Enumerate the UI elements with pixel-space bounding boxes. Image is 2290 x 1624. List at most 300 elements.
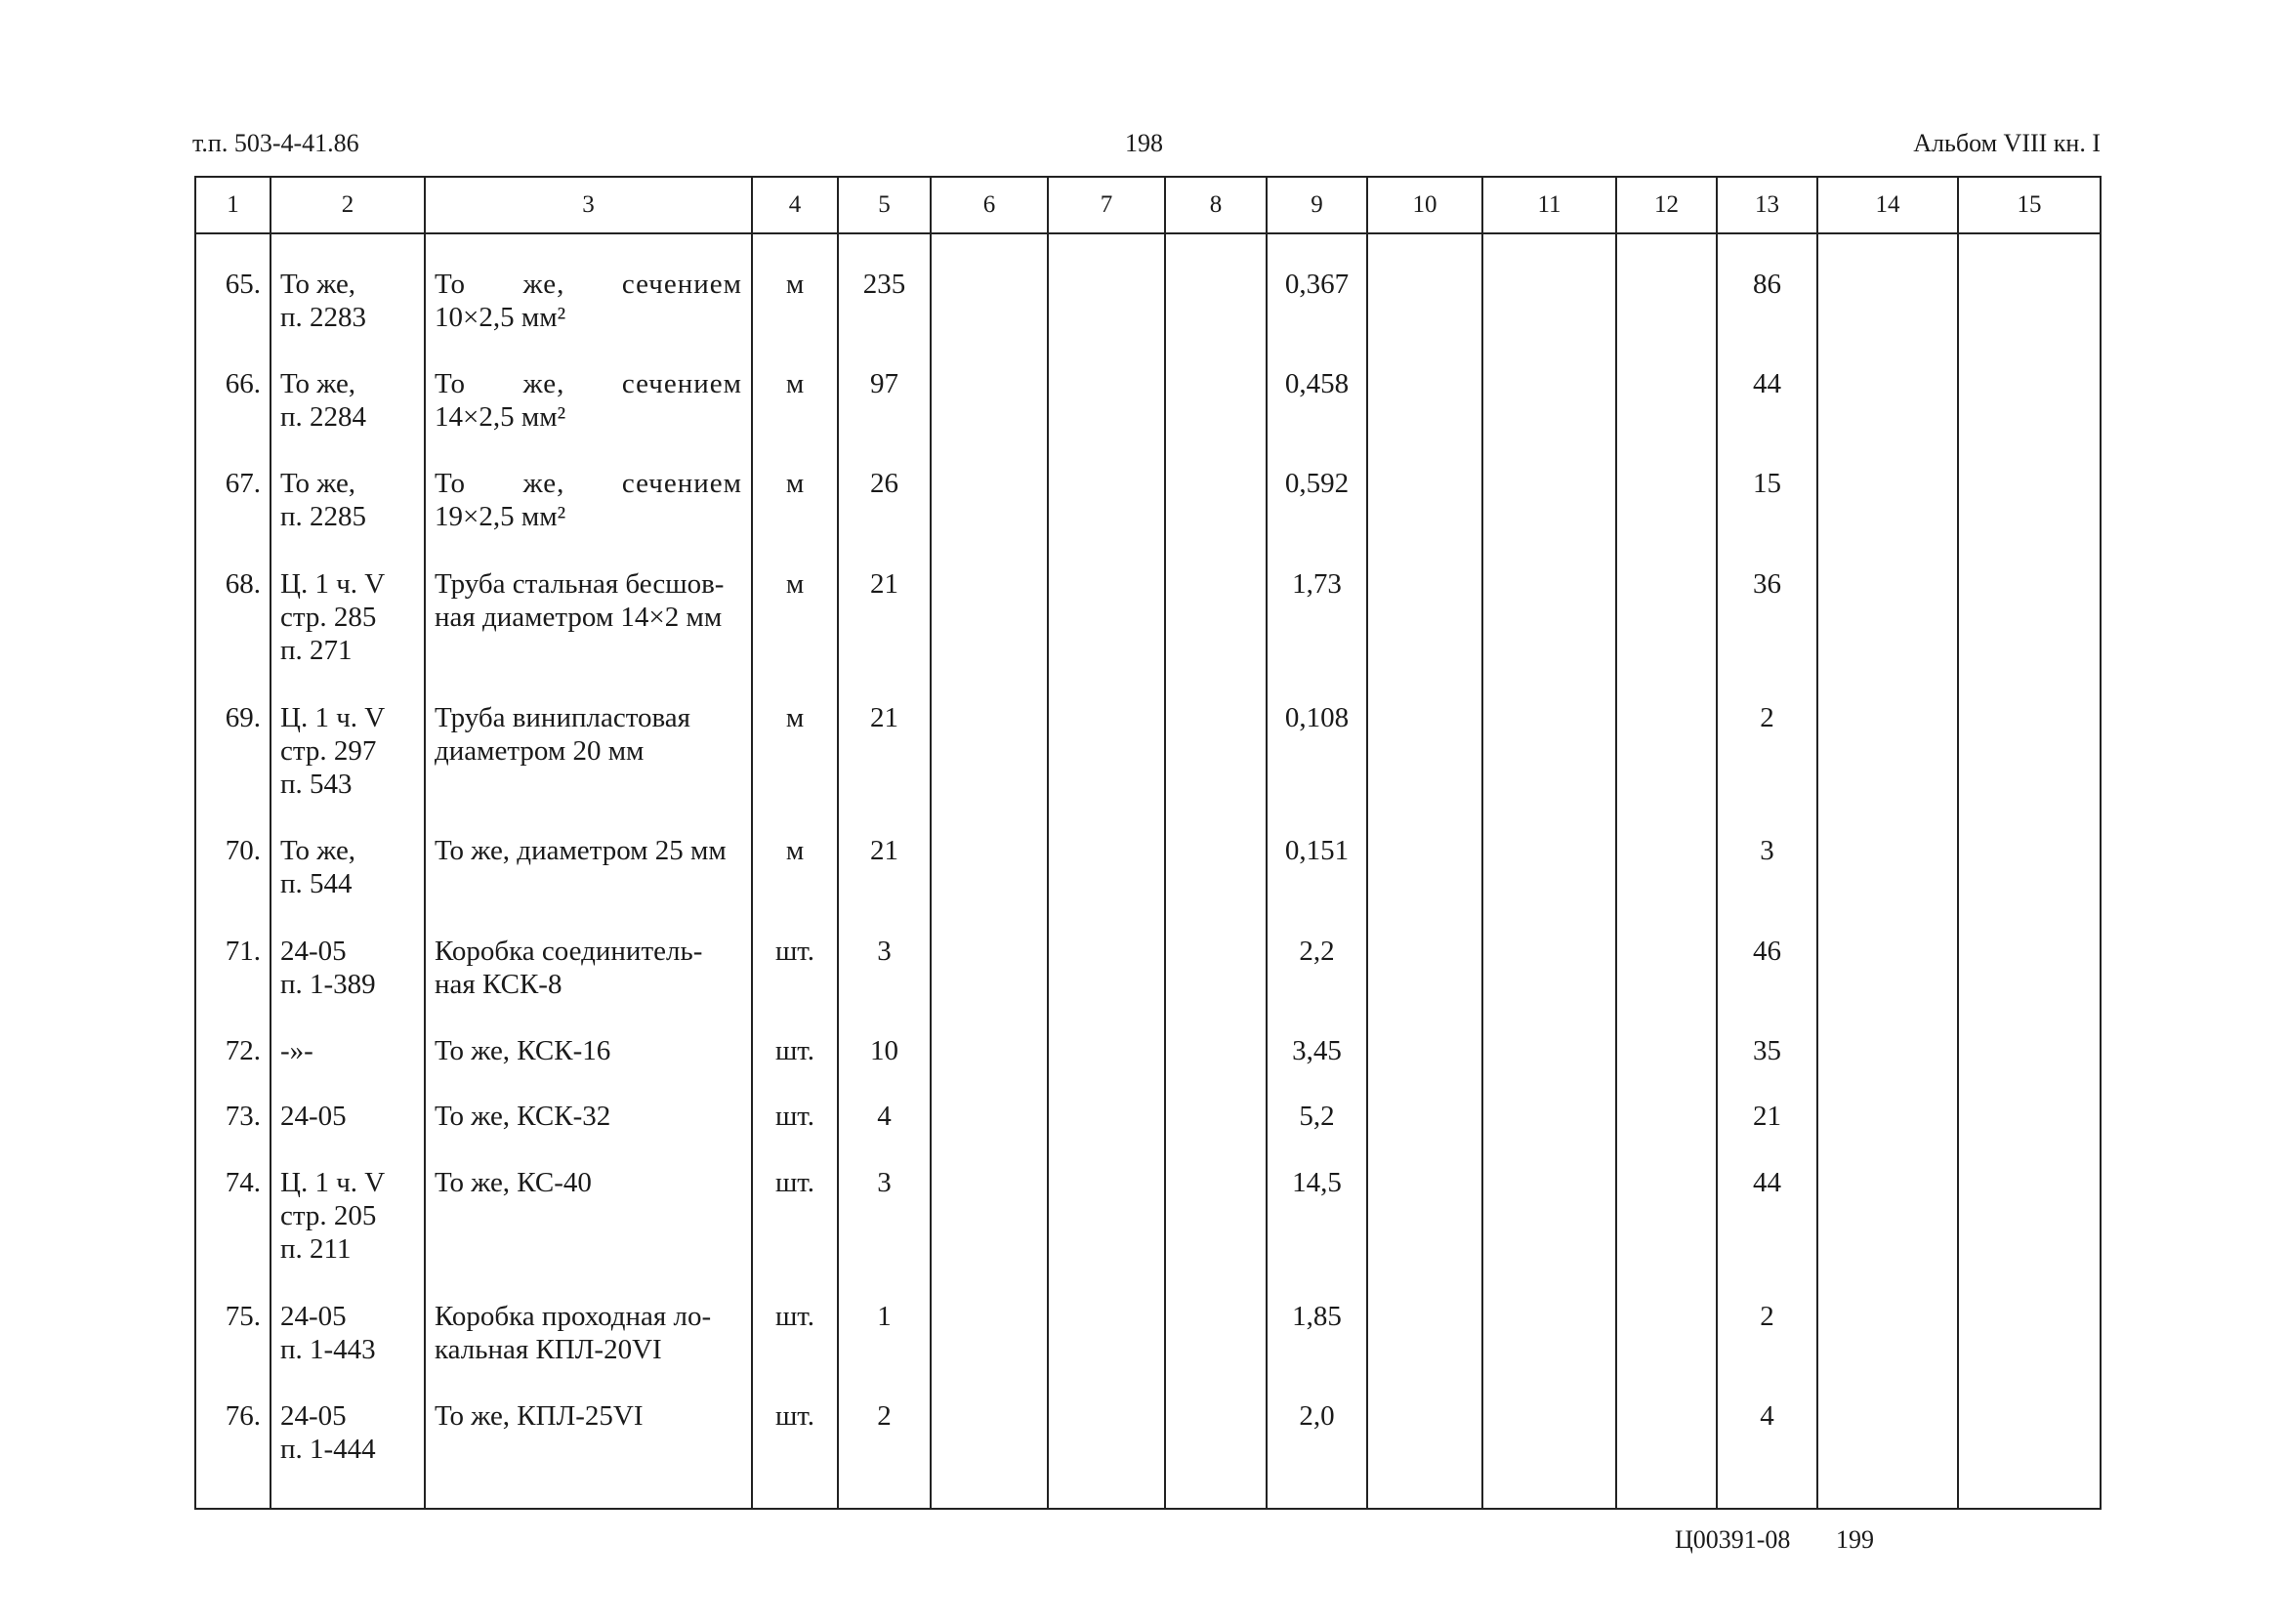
unit-text: м (785, 468, 805, 500)
row-col-7 (1048, 803, 1165, 902)
row-unit (752, 1269, 838, 1368)
name-line: То же, сечением (435, 368, 742, 400)
row-reference (271, 336, 425, 436)
row-col-15 (1958, 436, 2101, 535)
row-reference (271, 1269, 425, 1368)
column-header-9: 9 (1267, 177, 1367, 233)
row-number (195, 1135, 271, 1269)
table-row (195, 536, 2101, 670)
col9-value: 1,85 (1292, 1300, 1342, 1332)
row-number-text: 74. (225, 1166, 261, 1198)
row-col-7 (1048, 1003, 1165, 1068)
column-header-row (195, 177, 2101, 233)
row-col-12 (1616, 536, 1717, 670)
row-col-14 (1817, 670, 1958, 804)
table-body (195, 233, 2101, 1509)
row-col-11 (1482, 1269, 1616, 1368)
row-number-text: 73. (225, 1101, 261, 1133)
unit-text: м (785, 368, 805, 400)
row-col-7 (1048, 336, 1165, 436)
row-col-6 (931, 536, 1048, 670)
row-unit (752, 1003, 838, 1068)
name-line: То же, КС-40 (435, 1166, 592, 1198)
row-col-7 (1048, 1269, 1165, 1368)
column-header-8: 8 (1165, 177, 1267, 233)
column-header-14: 14 (1817, 177, 1958, 233)
table-row (195, 803, 2101, 902)
row-col-13 (1717, 1269, 1817, 1368)
row-col-13 (1717, 233, 1817, 336)
row-reference (271, 1068, 425, 1134)
row-unit (752, 233, 838, 336)
row-unit (752, 670, 838, 804)
row-number (195, 1003, 271, 1068)
table-row (195, 1269, 2101, 1368)
row-col-9 (1267, 1135, 1367, 1269)
row-name (425, 1003, 752, 1068)
unit-text: м (785, 701, 805, 733)
quantity-text: 26 (870, 468, 898, 500)
row-col-11 (1482, 336, 1616, 436)
row-col-8 (1165, 903, 1267, 1003)
row-reference (271, 536, 425, 670)
reference-line: То же, (280, 468, 356, 500)
reference-line: Ц. 1 ч. V (280, 567, 386, 600)
row-col-14 (1817, 1135, 1958, 1269)
col9-value: 2,0 (1299, 1399, 1335, 1432)
row-number (195, 536, 271, 670)
reference-line: стр. 205 (280, 1199, 377, 1231)
table-row (195, 336, 2101, 436)
name-line: То же, КСК-16 (435, 1034, 611, 1066)
quantity-text: 3 (877, 1166, 892, 1198)
unit-text: м (785, 567, 805, 600)
specification-table (194, 176, 2102, 1510)
reference-line: стр. 297 (280, 734, 377, 767)
row-col-6 (931, 1135, 1048, 1269)
row-quantity (838, 903, 931, 1003)
row-number-text: 66. (225, 368, 261, 400)
row-col-15 (1958, 1003, 2101, 1068)
col13-value: 35 (1753, 1034, 1781, 1066)
row-col-7 (1048, 1068, 1165, 1134)
row-reference (271, 903, 425, 1003)
column-header-13: 13 (1717, 177, 1817, 233)
row-col-9 (1267, 670, 1367, 804)
col13-value: 2 (1760, 701, 1774, 733)
row-col-6 (931, 803, 1048, 902)
row-col-12 (1616, 670, 1717, 804)
column-header-7: 7 (1048, 177, 1165, 233)
reference-line: п. 543 (280, 768, 353, 800)
row-col-15 (1958, 1068, 2101, 1134)
row-reference (271, 1003, 425, 1068)
row-reference (271, 803, 425, 902)
row-unit (752, 1068, 838, 1134)
row-quantity (838, 803, 931, 902)
row-col-15 (1958, 1135, 2101, 1269)
col13-value: 15 (1753, 468, 1781, 500)
row-reference (271, 436, 425, 535)
row-col-10 (1367, 336, 1482, 436)
row-quantity (838, 536, 931, 670)
row-name (425, 903, 752, 1003)
row-col-9 (1267, 1368, 1367, 1509)
row-unit (752, 336, 838, 436)
row-col-11 (1482, 1368, 1616, 1509)
col9-value: 0,108 (1284, 701, 1350, 733)
row-quantity (838, 233, 931, 336)
row-quantity (838, 436, 931, 535)
col9-value: 3,45 (1292, 1034, 1342, 1066)
row-col-12 (1616, 1135, 1717, 1269)
quantity-text: 21 (870, 567, 898, 600)
column-header-15: 15 (1958, 177, 2101, 233)
row-col-8 (1165, 670, 1267, 804)
quantity-text: 1 (877, 1300, 892, 1332)
table-row (195, 903, 2101, 1003)
name-line: Труба стальная бесшов- (435, 567, 725, 600)
row-col-14 (1817, 336, 1958, 436)
row-col-13 (1717, 803, 1817, 902)
row-col-6 (931, 436, 1048, 535)
row-col-6 (931, 1068, 1048, 1134)
row-col-11 (1482, 803, 1616, 902)
row-col-8 (1165, 803, 1267, 902)
col13-value: 86 (1753, 269, 1781, 300)
row-col-13 (1717, 1368, 1817, 1509)
table-row (195, 1003, 2101, 1068)
unit-text: шт. (774, 935, 815, 967)
row-number (195, 903, 271, 1003)
row-col-12 (1616, 1368, 1717, 1509)
reference-line: -»- (280, 1034, 313, 1066)
row-number-text: 72. (225, 1034, 261, 1066)
row-col-7 (1048, 233, 1165, 336)
table-row (195, 1135, 2101, 1269)
row-number (195, 803, 271, 902)
row-col-12 (1616, 1269, 1717, 1368)
row-col-8 (1165, 1068, 1267, 1134)
row-col-6 (931, 670, 1048, 804)
row-col-10 (1367, 1068, 1482, 1134)
row-col-7 (1048, 536, 1165, 670)
row-name (425, 1068, 752, 1134)
row-quantity (838, 1269, 931, 1368)
col13-value: 3 (1760, 835, 1774, 867)
quantity-text: 97 (870, 368, 898, 400)
reference-line: п. 2284 (280, 401, 367, 434)
row-col-15 (1958, 903, 2101, 1003)
row-col-8 (1165, 336, 1267, 436)
row-unit (752, 536, 838, 670)
row-col-8 (1165, 436, 1267, 535)
row-col-12 (1616, 336, 1717, 436)
reference-line: 24-05 (280, 935, 347, 967)
reference-line: Ц. 1 ч. V (280, 1166, 386, 1198)
row-col-13 (1717, 903, 1817, 1003)
reference-line: 24-05 (280, 1101, 347, 1133)
unit-text: шт. (774, 1101, 815, 1133)
row-col-10 (1367, 436, 1482, 535)
row-unit (752, 903, 838, 1003)
row-number (195, 1269, 271, 1368)
row-col-9 (1267, 336, 1367, 436)
row-col-13 (1717, 1003, 1817, 1068)
row-name (425, 1368, 752, 1509)
row-reference (271, 1368, 425, 1509)
row-name (425, 803, 752, 902)
reference-line: п. 211 (280, 1232, 352, 1265)
table-row (195, 233, 2101, 336)
col9-value: 0,458 (1284, 368, 1350, 400)
col9-value: 5,2 (1299, 1101, 1335, 1133)
col9-value: 1,73 (1292, 567, 1342, 600)
reference-line: 24-05 (280, 1300, 347, 1332)
row-col-12 (1616, 233, 1717, 336)
row-reference (271, 233, 425, 336)
name-line: кальная КПЛ-20VI (435, 1333, 662, 1365)
reference-line: п. 1-444 (280, 1433, 376, 1465)
row-number (195, 670, 271, 804)
row-col-12 (1616, 903, 1717, 1003)
name-line: 14×2,5 мм² (435, 401, 566, 434)
row-name (425, 233, 752, 336)
col13-value: 21 (1753, 1101, 1781, 1133)
name-line: Труба винипластовая (435, 701, 691, 733)
row-col-15 (1958, 536, 2101, 670)
row-col-15 (1958, 1368, 2101, 1509)
name-line: Коробка проходная ло- (435, 1300, 712, 1332)
row-col-13 (1717, 336, 1817, 436)
row-col-10 (1367, 1003, 1482, 1068)
col9-value: 0,367 (1284, 269, 1350, 300)
table-row (195, 1068, 2101, 1134)
row-col-12 (1616, 803, 1717, 902)
row-col-8 (1165, 1135, 1267, 1269)
row-col-7 (1048, 670, 1165, 804)
row-col-10 (1367, 903, 1482, 1003)
row-number-text: 70. (225, 835, 261, 867)
row-quantity (838, 1068, 931, 1134)
row-col-14 (1817, 1068, 1958, 1134)
row-col-7 (1048, 903, 1165, 1003)
row-col-7 (1048, 436, 1165, 535)
column-header-11: 11 (1482, 177, 1616, 233)
column-header-10: 10 (1367, 177, 1482, 233)
name-line: То же, КСК-32 (435, 1101, 611, 1133)
unit-text: шт. (774, 1034, 815, 1066)
row-col-8 (1165, 536, 1267, 670)
col13-value: 2 (1760, 1300, 1774, 1332)
row-col-11 (1482, 670, 1616, 804)
row-number-text: 71. (225, 935, 261, 967)
row-quantity (838, 1003, 931, 1068)
name-line: диаметром 20 мм (435, 734, 645, 767)
quantity-text: 4 (877, 1101, 892, 1133)
name-line: ная диаметром 14×2 мм (435, 601, 723, 633)
row-col-8 (1165, 233, 1267, 336)
column-header-6: 6 (931, 177, 1048, 233)
col13-value: 36 (1753, 567, 1781, 600)
name-line: То же, сечением (435, 269, 742, 300)
col9-value: 0,151 (1284, 835, 1350, 867)
row-number-text: 68. (225, 567, 261, 600)
row-reference (271, 670, 425, 804)
row-col-15 (1958, 803, 2101, 902)
row-quantity (838, 1368, 931, 1509)
row-name (425, 1135, 752, 1269)
row-col-14 (1817, 536, 1958, 670)
row-col-9 (1267, 803, 1367, 902)
row-col-6 (931, 233, 1048, 336)
row-unit (752, 803, 838, 902)
row-col-15 (1958, 233, 2101, 336)
reference-line: Ц. 1 ч. V (280, 701, 386, 733)
row-number-text: 67. (225, 468, 261, 500)
row-name (425, 336, 752, 436)
reference-line: п. 1-443 (280, 1333, 376, 1365)
row-col-8 (1165, 1368, 1267, 1509)
col13-value: 44 (1753, 368, 1781, 400)
row-col-6 (931, 903, 1048, 1003)
row-col-9 (1267, 903, 1367, 1003)
row-quantity (838, 336, 931, 436)
name-line: ная КСК-8 (435, 968, 562, 1000)
row-col-10 (1367, 233, 1482, 336)
row-col-12 (1616, 436, 1717, 535)
row-col-6 (931, 336, 1048, 436)
row-number (195, 1068, 271, 1134)
col13-value: 46 (1753, 935, 1781, 967)
row-name (425, 1269, 752, 1368)
col9-value: 14,5 (1292, 1166, 1342, 1198)
row-col-9 (1267, 1269, 1367, 1368)
row-col-15 (1958, 670, 2101, 804)
reference-line: п. 544 (280, 868, 353, 900)
quantity-text: 235 (862, 269, 906, 300)
header-doc-number: т.п. 503-4-41.86 (192, 129, 359, 157)
row-col-6 (931, 1269, 1048, 1368)
column-header-3: 3 (425, 177, 752, 233)
row-col-10 (1367, 1368, 1482, 1509)
row-name (425, 670, 752, 804)
row-col-10 (1367, 536, 1482, 670)
row-number (195, 1368, 271, 1509)
column-header-1: 1 (195, 177, 271, 233)
col9-value: 2,2 (1299, 935, 1335, 967)
unit-text: шт. (774, 1399, 815, 1432)
table-row (195, 670, 2101, 804)
column-header-2: 2 (271, 177, 425, 233)
row-unit (752, 436, 838, 535)
reference-line: То же, (280, 368, 356, 400)
row-col-11 (1482, 536, 1616, 670)
reference-line: п. 2285 (280, 501, 367, 533)
row-col-9 (1267, 436, 1367, 535)
quantity-text: 10 (870, 1034, 898, 1066)
row-col-13 (1717, 536, 1817, 670)
row-col-14 (1817, 1269, 1958, 1368)
row-number-text: 76. (225, 1399, 261, 1432)
row-col-7 (1048, 1368, 1165, 1509)
row-col-12 (1616, 1068, 1717, 1134)
row-col-14 (1817, 903, 1958, 1003)
column-header-5: 5 (838, 177, 931, 233)
row-col-9 (1267, 1068, 1367, 1134)
column-header-4: 4 (752, 177, 838, 233)
row-col-14 (1817, 233, 1958, 336)
col9-value: 0,592 (1284, 468, 1350, 500)
unit-text: м (785, 835, 805, 867)
row-col-14 (1817, 803, 1958, 902)
unit-text: м (785, 269, 805, 300)
row-col-9 (1267, 536, 1367, 670)
name-line: То же, КПЛ-25VI (435, 1399, 644, 1432)
quantity-text: 21 (870, 701, 898, 733)
row-col-11 (1482, 1068, 1616, 1134)
row-number (195, 233, 271, 336)
row-col-12 (1616, 1003, 1717, 1068)
row-number-text: 69. (225, 701, 261, 733)
footer-code: Ц00391-08 (1675, 1525, 1791, 1554)
reference-line: То же, (280, 835, 356, 867)
row-col-9 (1267, 1003, 1367, 1068)
row-col-8 (1165, 1003, 1267, 1068)
row-col-11 (1482, 233, 1616, 336)
row-col-13 (1717, 436, 1817, 535)
column-header-12: 12 (1616, 177, 1717, 233)
row-col-7 (1048, 1135, 1165, 1269)
row-name (425, 536, 752, 670)
reference-line: 24-05 (280, 1399, 347, 1432)
row-col-6 (931, 1003, 1048, 1068)
row-col-13 (1717, 1135, 1817, 1269)
table-row (195, 1368, 2101, 1509)
name-line: 10×2,5 мм² (435, 302, 566, 333)
row-col-11 (1482, 436, 1616, 535)
row-unit (752, 1135, 838, 1269)
row-col-15 (1958, 336, 2101, 436)
row-col-9 (1267, 233, 1367, 336)
name-line: Коробка соединитель- (435, 935, 703, 967)
row-number-text: 65. (225, 269, 261, 300)
reference-line: п. 271 (280, 634, 353, 666)
row-unit (752, 1368, 838, 1509)
row-col-15 (1958, 1269, 2101, 1368)
name-line: То же, сечением (435, 468, 742, 500)
unit-text: шт. (774, 1300, 815, 1332)
row-col-11 (1482, 903, 1616, 1003)
col13-value: 4 (1760, 1399, 1774, 1432)
header-page-number: 198 (1125, 129, 1163, 157)
row-col-10 (1367, 670, 1482, 804)
quantity-text: 3 (877, 935, 892, 967)
row-name (425, 436, 752, 535)
row-col-6 (931, 1368, 1048, 1509)
row-number (195, 436, 271, 535)
row-col-13 (1717, 670, 1817, 804)
row-reference (271, 1135, 425, 1269)
name-line: То же, диаметром 25 мм (435, 835, 727, 867)
row-col-14 (1817, 1368, 1958, 1509)
reference-line: То же, (280, 269, 356, 300)
quantity-text: 21 (870, 835, 898, 867)
row-col-8 (1165, 1269, 1267, 1368)
row-col-14 (1817, 436, 1958, 535)
row-col-11 (1482, 1135, 1616, 1269)
col13-value: 44 (1753, 1166, 1781, 1198)
